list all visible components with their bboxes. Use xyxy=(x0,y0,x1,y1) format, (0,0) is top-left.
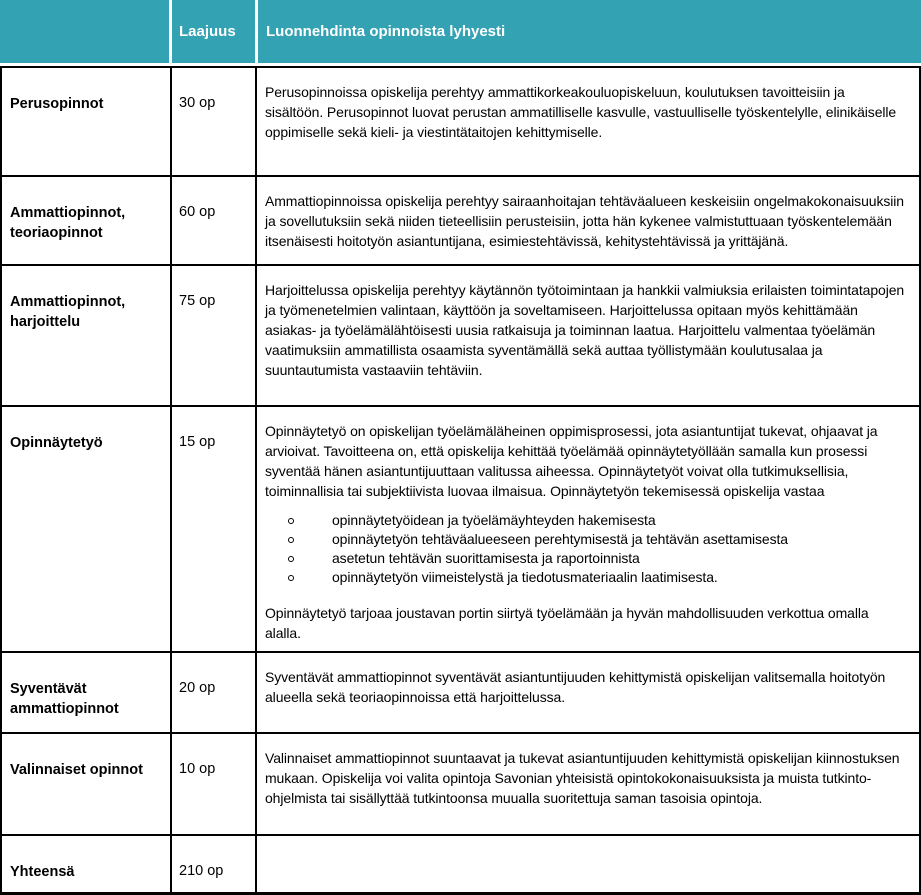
description-paragraph: Opinnäytetyö tarjoaa joustavan portin siirtyä työelämään ja hyvän mahdollisuuden verkottua omalla alalla. xyxy=(265,605,869,641)
table-row xyxy=(2,407,919,653)
row-description xyxy=(257,653,919,732)
bullet-item: asetetun tehtävän suorittamisesta ja raportoinnista xyxy=(288,549,905,568)
table-row xyxy=(2,653,919,734)
bullet-list xyxy=(265,511,905,587)
bullet-item: opinnäytetyöidean ja työelämäyhteyden hakemisesta xyxy=(288,511,905,530)
table-row xyxy=(2,836,919,892)
row-credits: 30 op xyxy=(172,68,257,175)
row-label: Perusopinnot xyxy=(2,68,172,175)
description-paragraph: Ammattiopinnoissa opiskelija perehtyy sairaanhoitajan tehtäväalueen keskeisiin ongelmakokonaisuuksiin ja sovellutuksiin sekä niiden tieteellisiin perusteisiin, jotta hän kykenee valmistuttuaan työskentelemään itsenäisesti hoitotyön asiantuntijana, esimiestehtävissä, kehitystehtävissä ja yrittäjänä. xyxy=(265,193,904,249)
table-header-row xyxy=(0,0,921,66)
row-label: Syventävät ammattiopinnot xyxy=(2,653,172,732)
description-paragraph: Harjoittelussa opiskelija perehtyy käytännön työtoimintaan ja hankkii valmiuksia erilaisten toimintatapojen ja työmenetelmien valintaan, käyttöön ja soveltamiseen. Harjoittelussa opitaan myös kehittämään asiakas- ja työelämälähtöisesti uusia ratkaisuja ja toiminnan laatua. Harjoittelu valmentaa työelämän vaatimuksiin ammatillista osaamista syventämällä sekä auttaa työllistymään koulutusalaa ja suuntautumista vastaaviin tehtäviin. xyxy=(265,282,905,378)
row-description xyxy=(257,407,919,651)
row-description xyxy=(257,68,919,175)
header-cell-empty xyxy=(0,0,172,63)
row-label: Ammattiopinnot, harjoittelu xyxy=(2,266,172,405)
description-paragraph: Opinnäytetyö on opiskelijan työelämäläheinen oppimisprosessi, jota asiantuntijat tukevat, ohjaavat ja arvioivat. Tavoitteena on, että opiskelija kehittää työelämää opinnäytetyöllään samalla kun prosessi syventää hänen asiantuntijuuttaan valitussa aiheessa. Opinnäytetyöt voivat olla tutkimuksellisia, toiminnallisia tai subjektiivista luovaa ilmaisua. Opinnäytetyön tekemisessä opiskelija vastaa xyxy=(265,423,878,499)
row-credits: 60 op xyxy=(172,177,257,264)
row-label: Opinnäytetyö xyxy=(2,407,172,651)
table-row xyxy=(2,177,919,266)
row-label: Valinnaiset opinnot xyxy=(2,734,172,834)
table-row xyxy=(2,734,919,836)
row-credits: 15 op xyxy=(172,407,257,651)
table-body xyxy=(0,66,921,895)
row-credits: 75 op xyxy=(172,266,257,405)
header-cell-description: Luonnehdinta opinnoista lyhyesti xyxy=(258,0,921,63)
row-description xyxy=(257,266,919,405)
bullet-item: opinnäytetyön viimeistelystä ja tiedotusmateriaalin laatimisesta. xyxy=(288,568,905,587)
row-credits: 20 op xyxy=(172,653,257,732)
row-credits: 10 op xyxy=(172,734,257,834)
description-paragraph: Perusopinnoissa opiskelija perehtyy ammattikorkeakouluopiskeluun, koulutuksen tavoitteisiin ja sisältöön. Perusopinnot luovat perustan ammatilliselle kasvulle, vastuulliselle työskentelylle, elinikäiselle oppimiselle sekä kieli- ja viestintätaitojen kehittymiselle. xyxy=(265,84,897,140)
row-label: Yhteensä xyxy=(2,836,172,892)
bullet-item: opinnäytetyön tehtäväalueeseen perehtymisestä ja tehtävän asettamisesta xyxy=(288,530,905,549)
description-paragraph: Valinnaiset ammattiopinnot suuntaavat ja tukevat asiantuntijuuden kehittymistä opiskelijan kiinnostuksen mukaan. Opiskelija voi valita opintoja Savonian yhteisistä opintokokonaisuuksista ja muista tutkinto-ohjelmista tai sisällyttää tutkintoonsa muualla suoritettuja saman tasoisia opintoja. xyxy=(265,750,900,806)
row-label: Ammattiopinnot, teoriaopinnot xyxy=(2,177,172,264)
row-credits: 210 op xyxy=(172,836,257,892)
row-description xyxy=(257,177,919,264)
table-row xyxy=(2,68,919,177)
table-row xyxy=(2,266,919,407)
row-description xyxy=(257,734,919,834)
description-paragraph: Syventävät ammattiopinnot syventävät asiantuntijuuden kehittymistä opiskelijan valitsemalla hoitotyön alueella sekä teoriaopinnoissa että harjoittelussa. xyxy=(265,669,886,705)
header-cell-laajuus: Laajuus xyxy=(172,0,258,63)
row-description xyxy=(257,836,919,892)
